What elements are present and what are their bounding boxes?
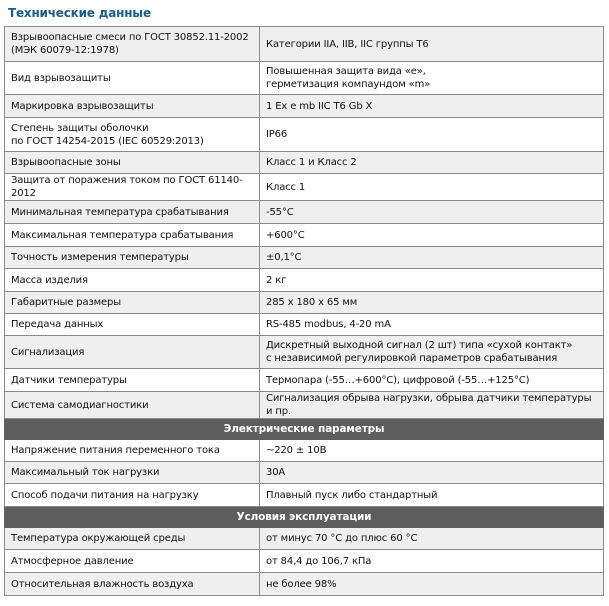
row-value: 285 x 180 x 65 мм bbox=[260, 292, 604, 314]
row-label: Взрывоопасные зоны bbox=[5, 152, 260, 174]
row-label: Система самодиагностики bbox=[5, 392, 260, 419]
table-row bbox=[5, 292, 604, 314]
row-value: Дискретный выходной сигнал (2 шт) типа «сухой контакт» с независимой регулировкой параметров срабатывания bbox=[260, 336, 604, 369]
row-label: Габаритные размеры bbox=[5, 292, 260, 314]
row-value: Сигнализация обрыва нагрузки, обрыва датчики температуры и пр. bbox=[260, 392, 604, 419]
section-title: Электрические параметры bbox=[5, 419, 604, 440]
table-row bbox=[5, 247, 604, 269]
row-label: Передача данных bbox=[5, 314, 260, 336]
row-value: RS-485 modbus, 4-20 mA bbox=[260, 314, 604, 336]
section-header-operating bbox=[5, 507, 604, 528]
row-value: 2 кг bbox=[260, 269, 604, 292]
table-row bbox=[5, 462, 604, 484]
row-value: от 84,4 до 106,7 кПа bbox=[260, 550, 604, 573]
row-value: Повышенная защита вида «е», герметизация компаундом «m» bbox=[260, 62, 604, 95]
row-label: Защита от поражения током по ГОСТ 61140-2012 bbox=[5, 174, 260, 201]
table-row bbox=[5, 440, 604, 462]
row-label: Максимальная температура срабатывания bbox=[5, 224, 260, 247]
row-label: Маркировка взрывозащиты bbox=[5, 95, 260, 118]
page-title: Технические данные bbox=[8, 6, 151, 20]
row-value: -55°С bbox=[260, 201, 604, 224]
row-value: Плавный пуск либо стандартный bbox=[260, 484, 604, 507]
row-label: Степень защиты оболочки по ГОСТ 14254-2015 (IEC 60529:2013) bbox=[5, 118, 260, 152]
row-label: Вид взрывозащиты bbox=[5, 62, 260, 95]
row-value: Класс 1 bbox=[260, 174, 604, 201]
table-row bbox=[5, 152, 604, 174]
row-label: Атмосферное давление bbox=[5, 550, 260, 573]
table-row bbox=[5, 62, 604, 95]
table-row bbox=[5, 369, 604, 392]
row-value: 30А bbox=[260, 462, 604, 484]
spec-table bbox=[4, 26, 604, 596]
row-value: 1 Ex e mb IIC T6 Gb X bbox=[260, 95, 604, 118]
row-value: от минус 70 °С до плюс 60 °С bbox=[260, 528, 604, 550]
table-row bbox=[5, 118, 604, 152]
table-row bbox=[5, 27, 604, 62]
row-value: +600°С bbox=[260, 224, 604, 247]
table-row bbox=[5, 95, 604, 118]
row-value: Категории IIA, IIB, IIC группы Т6 bbox=[260, 27, 604, 62]
row-label: Сигнализация bbox=[5, 336, 260, 369]
row-label: Минимальная температура срабатывания bbox=[5, 201, 260, 224]
table-row bbox=[5, 336, 604, 369]
table-row bbox=[5, 573, 604, 596]
row-label: Способ подачи питания на нагрузку bbox=[5, 484, 260, 507]
row-label: Датчики температуры bbox=[5, 369, 260, 392]
row-label: Точность измерения температуры bbox=[5, 247, 260, 269]
table-row bbox=[5, 484, 604, 507]
row-label: Напряжение питания переменного тока bbox=[5, 440, 260, 462]
table-row bbox=[5, 314, 604, 336]
table-row bbox=[5, 392, 604, 419]
row-value: Термопара (-55…+600°С), цифровой (-55…+125°С) bbox=[260, 369, 604, 392]
row-value: не более 98% bbox=[260, 573, 604, 596]
table-row bbox=[5, 201, 604, 224]
row-label: Максимальный ток нагрузки bbox=[5, 462, 260, 484]
table-row bbox=[5, 269, 604, 292]
table-row bbox=[5, 550, 604, 573]
row-label: Взрывоопасные смеси по ГОСТ 30852.11-2002 (МЭК 60079-12:1978) bbox=[5, 27, 260, 62]
row-value: ~220 ± 10В bbox=[260, 440, 604, 462]
row-value: ±0,1°С bbox=[260, 247, 604, 269]
table-row bbox=[5, 528, 604, 550]
row-label: Масса изделия bbox=[5, 269, 260, 292]
table-row bbox=[5, 224, 604, 247]
row-value: Класс 1 и Класс 2 bbox=[260, 152, 604, 174]
table-row bbox=[5, 174, 604, 201]
row-label: Относительная влажность воздуха bbox=[5, 573, 260, 596]
section-title: Условия эксплуатации bbox=[5, 507, 604, 528]
row-value: IP66 bbox=[260, 118, 604, 152]
section-header-electrical bbox=[5, 419, 604, 440]
row-label: Температура окружающей среды bbox=[5, 528, 260, 550]
